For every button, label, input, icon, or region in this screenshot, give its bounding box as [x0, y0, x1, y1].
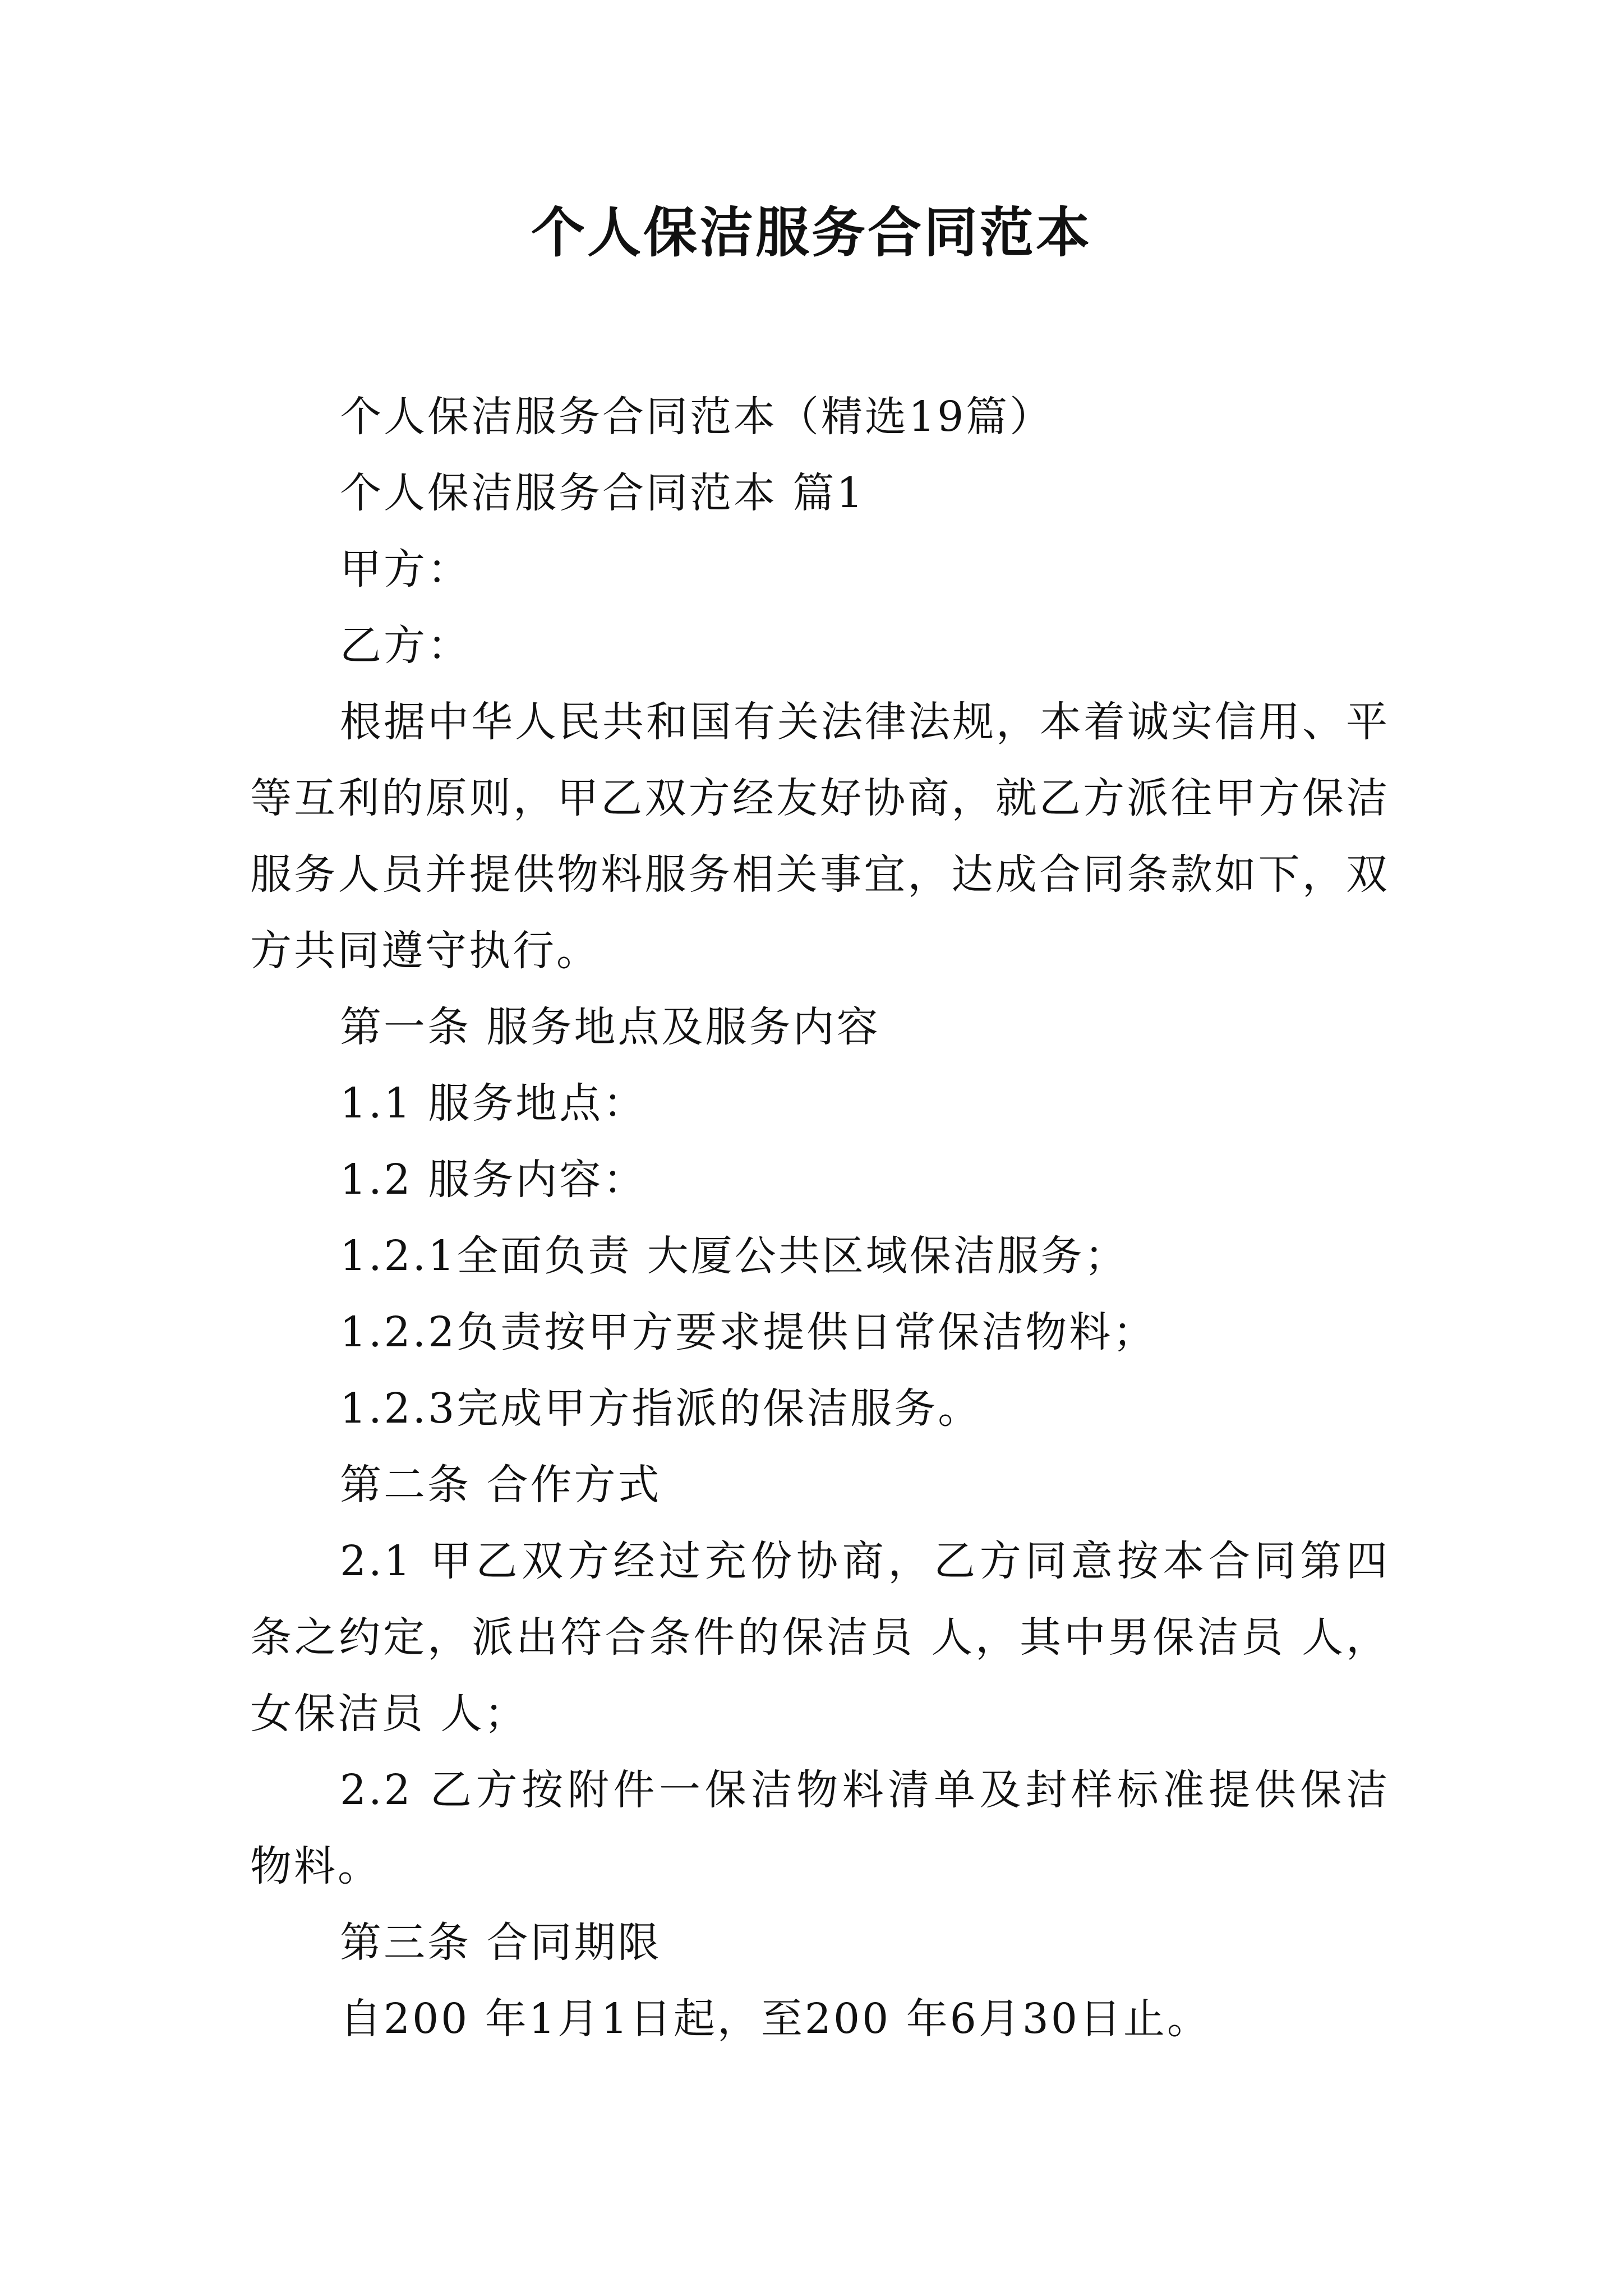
- paragraph-party-a: 甲方：: [340, 545, 471, 593]
- paragraph-2-2: 2.2 乙方按附件一保洁物料清单及封样标准提供保洁物料。: [250, 1766, 1390, 1890]
- paragraph-2-1: 2.1 甲乙双方经过充份协商，乙方同意按本合同第四条之约定，派出符合条件的保洁员 人，其中男保洁员 人，女保洁员 人；: [250, 1537, 1390, 1738]
- paragraph-article-2-heading: 第二条 合作方式: [340, 1461, 662, 1509]
- paragraph-1-2: 1.2 服务内容：: [340, 1156, 647, 1204]
- paragraph-preamble: 根据中华人民共和国有关法律法规，本着诚实信用、平等互利的原则，甲乙双方经友好协商，就乙方派往甲方保洁服务人员并提供物料服务相关事宜，达成合同条款如下，双方共同遵守执行。: [250, 698, 1390, 975]
- paragraph-1-2-2: 1.2.2负责按甲方要求提供日常保洁物料；: [340, 1308, 1157, 1356]
- document-title: 个人保洁服务合同范本: [531, 201, 1092, 264]
- paragraph-1-2-1: 1.2.1全面负责 大厦公共区域保洁服务；: [340, 1232, 1128, 1280]
- paragraph-section-heading: 个人保洁服务合同范本 篇1: [340, 469, 865, 517]
- paragraph-contract-period: 自200 年1月1日起，至200 年6月30日止。: [340, 1995, 1211, 2043]
- paragraph-subtitle: 个人保洁服务合同范本（精选19篇）: [340, 393, 1054, 441]
- paragraph-article-1-heading: 第一条 服务地点及服务内容: [340, 1003, 880, 1051]
- paragraph-article-3-heading: 第三条 合同期限: [340, 1918, 662, 1967]
- paragraph-1-1: 1.1 服务地点：: [340, 1079, 647, 1128]
- paragraph-1-2-3: 1.2.3完成甲方指派的保洁服务。: [340, 1384, 982, 1433]
- document-body: [250, 379, 1390, 2057]
- paragraph-party-b: 乙方：: [340, 622, 471, 670]
